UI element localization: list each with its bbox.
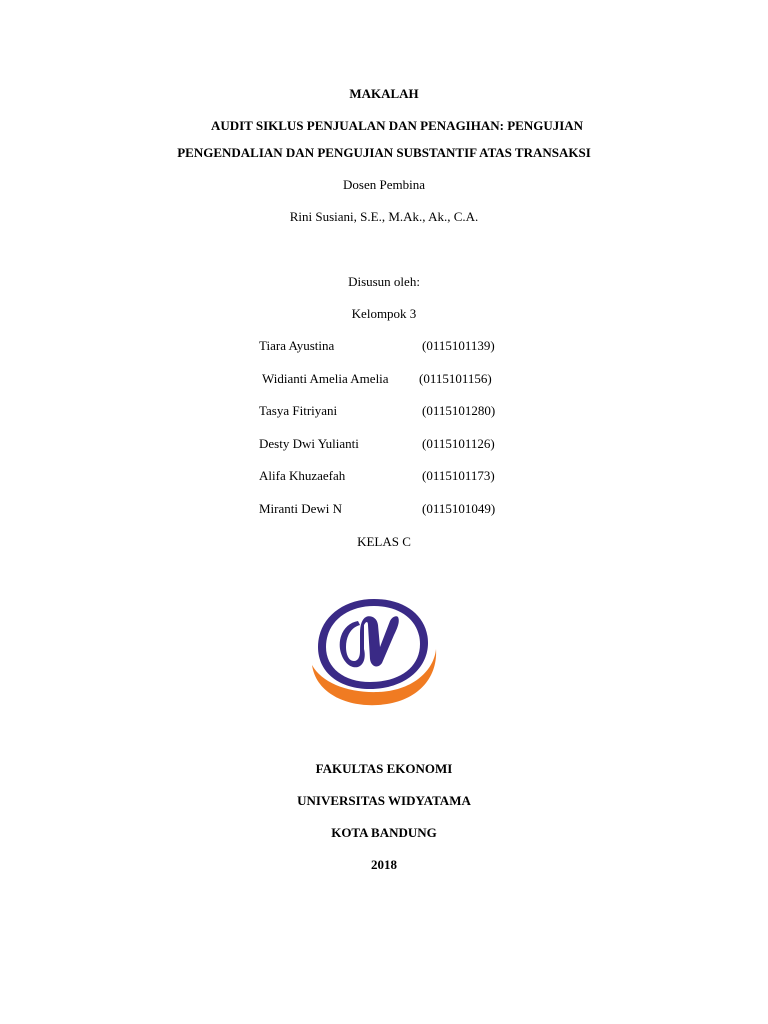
title-line-1: AUDIT SIKLUS PENJUALAN DAN PENAGIHAN: PENGUJIAN [210, 118, 584, 133]
member-name: Desty Dwi Yulianti [259, 435, 359, 451]
member-row [259, 501, 559, 534]
member-id: (0115101280) [422, 403, 496, 419]
university-logo-icon [308, 595, 442, 711]
member-name: Widianti Amelia Amelia [262, 370, 389, 386]
member-name: Tiara Ayustina [259, 338, 335, 353]
member-name: Tasya Fitriyani [259, 403, 338, 419]
member-row [259, 468, 559, 501]
class-name: KELAS C [357, 534, 411, 549]
member-id: (0115101156) [419, 370, 492, 386]
faculty-name: FAKULTAS EKONOMI [315, 761, 453, 776]
member-list [259, 338, 559, 534]
document-type: MAKALAH [349, 86, 419, 101]
member-id: (0115101126) [422, 435, 495, 451]
lecturer-name: Rini Susiani, S.E., M.Ak., Ak., C.A. [289, 209, 479, 224]
group-name: Kelompok 3 [351, 306, 417, 321]
title-line-2: PENGENDALIAN DAN PENGUJIAN SUBSTANTIF ATAS TRANSAKSI [177, 145, 591, 160]
member-row [259, 403, 559, 436]
member-name: Alifa Khuzaefah [259, 468, 346, 484]
member-row [259, 436, 559, 469]
authors-label: Disusun oleh: [348, 274, 420, 289]
member-id: (0115101173) [422, 468, 495, 484]
city-name: KOTA BANDUNG [331, 825, 437, 840]
member-id: (0115101049) [422, 500, 496, 516]
university-name: UNIVERSITAS WIDYATAMA [297, 793, 471, 808]
member-name: Miranti Dewi N [259, 500, 343, 516]
member-row [259, 338, 559, 371]
logo-letter [340, 616, 399, 667]
member-id: (0115101139) [422, 338, 495, 353]
member-row [259, 371, 559, 404]
lecturer-label: Dosen Pembina [343, 177, 425, 192]
year: 2018 [371, 857, 397, 872]
